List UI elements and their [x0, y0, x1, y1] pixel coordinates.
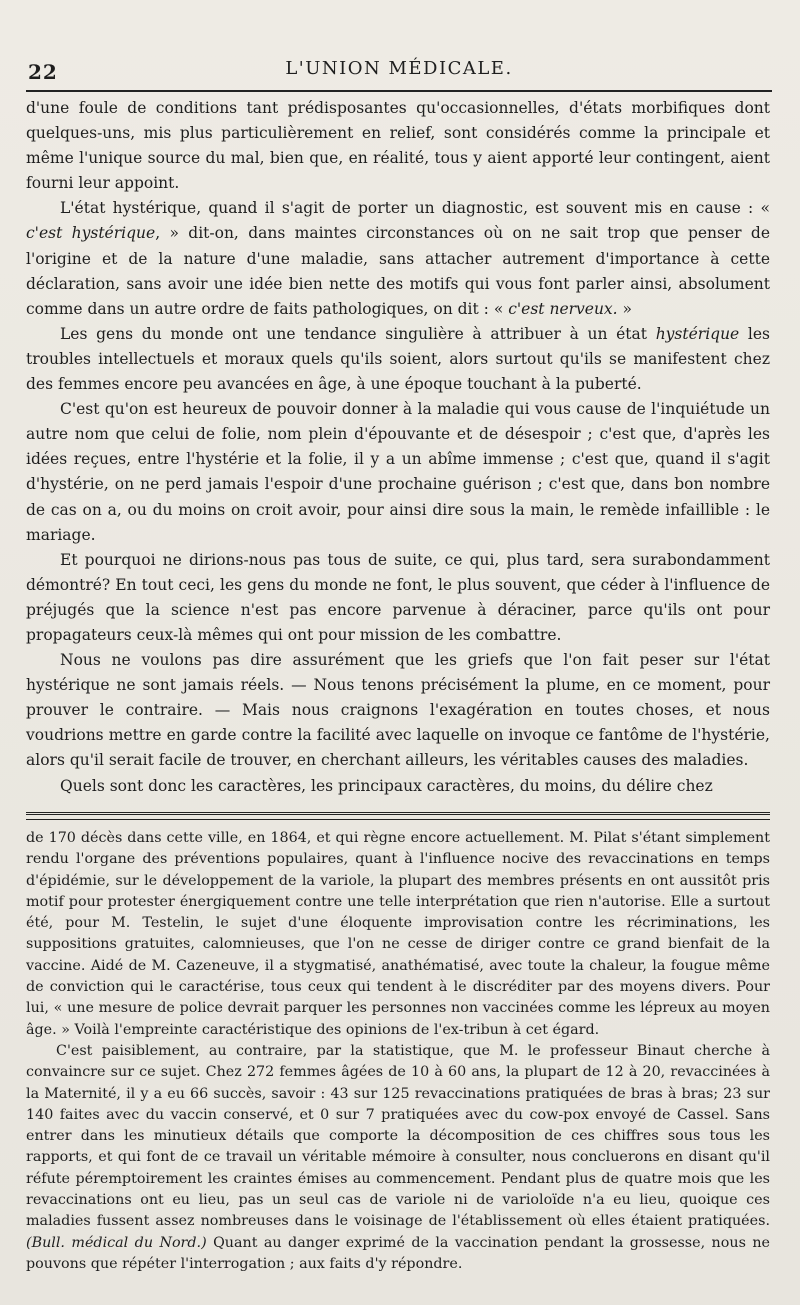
article-p3-text-b: les troubles intellectuels et moraux quels qu'ils soient, alors surtout qu'ils se manifestent chez des femmes encore peu avancées en âge, à une époque touchant à la puberté. — [26, 324, 770, 394]
article-paragraph-4: C'est qu'on est heureux de pouvoir donner à la maladie qui vous cause de l'inquiétude un autre nom que celui de folie, nom plein d'épouvante et de désespoir ; c'est que, d'après les idées reçues, entre l'hystérie et la folie, il y a un abîme immense ; c'est que, quand il s'agit d'hystérie, on ne perd jamais l'espoir d'une prochaine guérison ; c'est que, dans bon nombre de cas on a, ou du moins on croit avoir, pour ainsi dire sous la main, le remède infaillible : le mariage. — [26, 400, 770, 544]
article-p3-text-a: Les gens du monde ont une tendance singulière à attribuer à un état — [60, 324, 656, 343]
feuilleton-p2-text-a: C'est paisiblement, au contraire, par la statistique, que M. le professeur Binaut cherche à convaincre sur ce sujet. Chez 272 femmes âgées de 10 à 60 ans, la plupart de 12 à 20, revaccinées à la Maternité, il y a eu 66 succès, savoir : 43 sur 125 revaccinations pratiquées de bras à bras; 23 sur 140 faites avec du vaccin conservé, et 0 sur 7 pratiquées avec du cow-pox envoyé de Cassel. Sans entrer dans les minutieux détails que comporte la décomposition de ces chiffres sous tous les rapports, et qui font de ce travail un véritable mémoire à consulter, nous concluerons en disant qu'il réfute péremptoirement les craintes émises au commencement. Pendant plus de quatre mois que les revaccinations ont eu lieu, pas un seul cas de variole ni de varioloïde n'a eu lieu, quoique ces maladies fussent assez nombreuses dans le voisinage de l'établissement où elles étaient pratiquées. — [26, 1042, 770, 1230]
page-number: 22 — [28, 60, 58, 84]
article-p2-text-a: L'état hystérique, quand il s'agit de porter un diagnostic, est souvent mis en cause : « — [60, 199, 770, 218]
feuilleton-paragraph-1: de 170 décès dans cette ville, en 1864, et qui règne encore actuellement. M. Pilat s'étant simplement rendu l'organe des préventions populaires, quant à l'influence nocive des revaccinations en temps d'épidémie, sur le développement de la variole, la plupart des membres présents en ont aussitôt pris motif pour protester énergiquement contre une telle interprétation que rien n'autorise. Elle a surtout été, pour M. Testelin, le sujet d'une éloquente improvisation contre les récriminations, les suppositions gratuites, calomnieuses, que l'on ne cesse de diriger contre ce grand bienfait de la vaccine. Aidé de M. Cazeneuve, il a stygmatisé, anathématisé, avec toute la chaleur, la fougue même de conviction qui le caractérise, tous ceux qui tendent à le discréditer par des moyens divers. Pour lui, « une mesure de police devrait parquer les personnes non vaccinées comme les lépreux au moyen âge. » Voilà l'empreinte caractéristique des opinions de l'ex-tribun à cet égard. — [26, 830, 770, 1038]
page-header — [26, 50, 772, 90]
feuilleton-p2-text-b: Quant au danger exprimé de la vaccination pendant la grossesse, nous ne pouvons que répéter l'interrogation ; aux faits d'y répondre. — [26, 1234, 770, 1272]
article-paragraph-2 — [26, 196, 770, 321]
article-p2-text-b: , » dit-on, dans maintes circonstances où on ne sait trop que penser de l'origine et de la nature d'une maladie, sans attacher autrement d'importance à cette déclaration, sans avoir une idée bien nette des motifs qui vous font parler ainsi, absolument comme dans un autre ordre de faits pathologiques, on dit : « — [26, 224, 770, 318]
header-rule — [26, 90, 772, 92]
feuilleton-body — [26, 828, 770, 1275]
article-paragraph-1: d'une foule de conditions tant prédisposantes qu'occasionnelles, d'états morbifiques dont quelques-uns, mis plus particulièrement en relief, sont considérés comme la principale et même l'unique source du mal, bien que, en réalité, tous y aient apporté leur contingent, aient fourni leur appoint. — [26, 99, 770, 193]
feuilleton-paragraph-2 — [26, 1041, 770, 1275]
article-body — [26, 96, 770, 799]
article-p3-emphasis: hystérique — [655, 324, 740, 343]
feuilleton-separator — [26, 812, 770, 820]
article-paragraph-6: Nous ne voulons pas dire assurément que les griefs que l'on fait peser sur l'état hystérique ne sont jamais réels. — Nous tenons précisément la plume, en ce moment, pour prouver le contraire. — Mais nous craignons l'exagération en toutes choses, et nous voudrions mettre en garde contre la facilité avec laquelle on invoque ce fantôme de l'hystérie, alors qu'il serait facile de trouver, en cherchant ailleurs, les véritables causes des maladies. — [26, 651, 770, 770]
article-paragraph-7: Quels sont donc les caractères, les principaux caractères, du moins, du délire chez — [60, 776, 713, 795]
article-p2-emphasis-1: c'est hystérique — [26, 224, 156, 243]
article-p2-text-c: » — [617, 299, 633, 318]
article-paragraph-3 — [26, 322, 770, 397]
feuilleton-p2-citation: (Bull. médical du Nord.) — [26, 1234, 207, 1251]
article-p2-emphasis-2: c'est nerveux. — [508, 299, 618, 318]
article-paragraph-5: Et pourquoi ne dirions-nous pas tous de suite, ce qui, plus tard, sera surabondamment démontré? En tout ceci, les gens du monde ne font, le plus souvent, que céder à l'influence de préjugés que la science n'est pas encore parvenue à déraciner, parce qu'ils ont pour propagateurs ceux-là mêmes qui ont pour mission de les combattre. — [26, 550, 770, 644]
running-title: L'UNION MÉDICALE. — [285, 58, 513, 79]
